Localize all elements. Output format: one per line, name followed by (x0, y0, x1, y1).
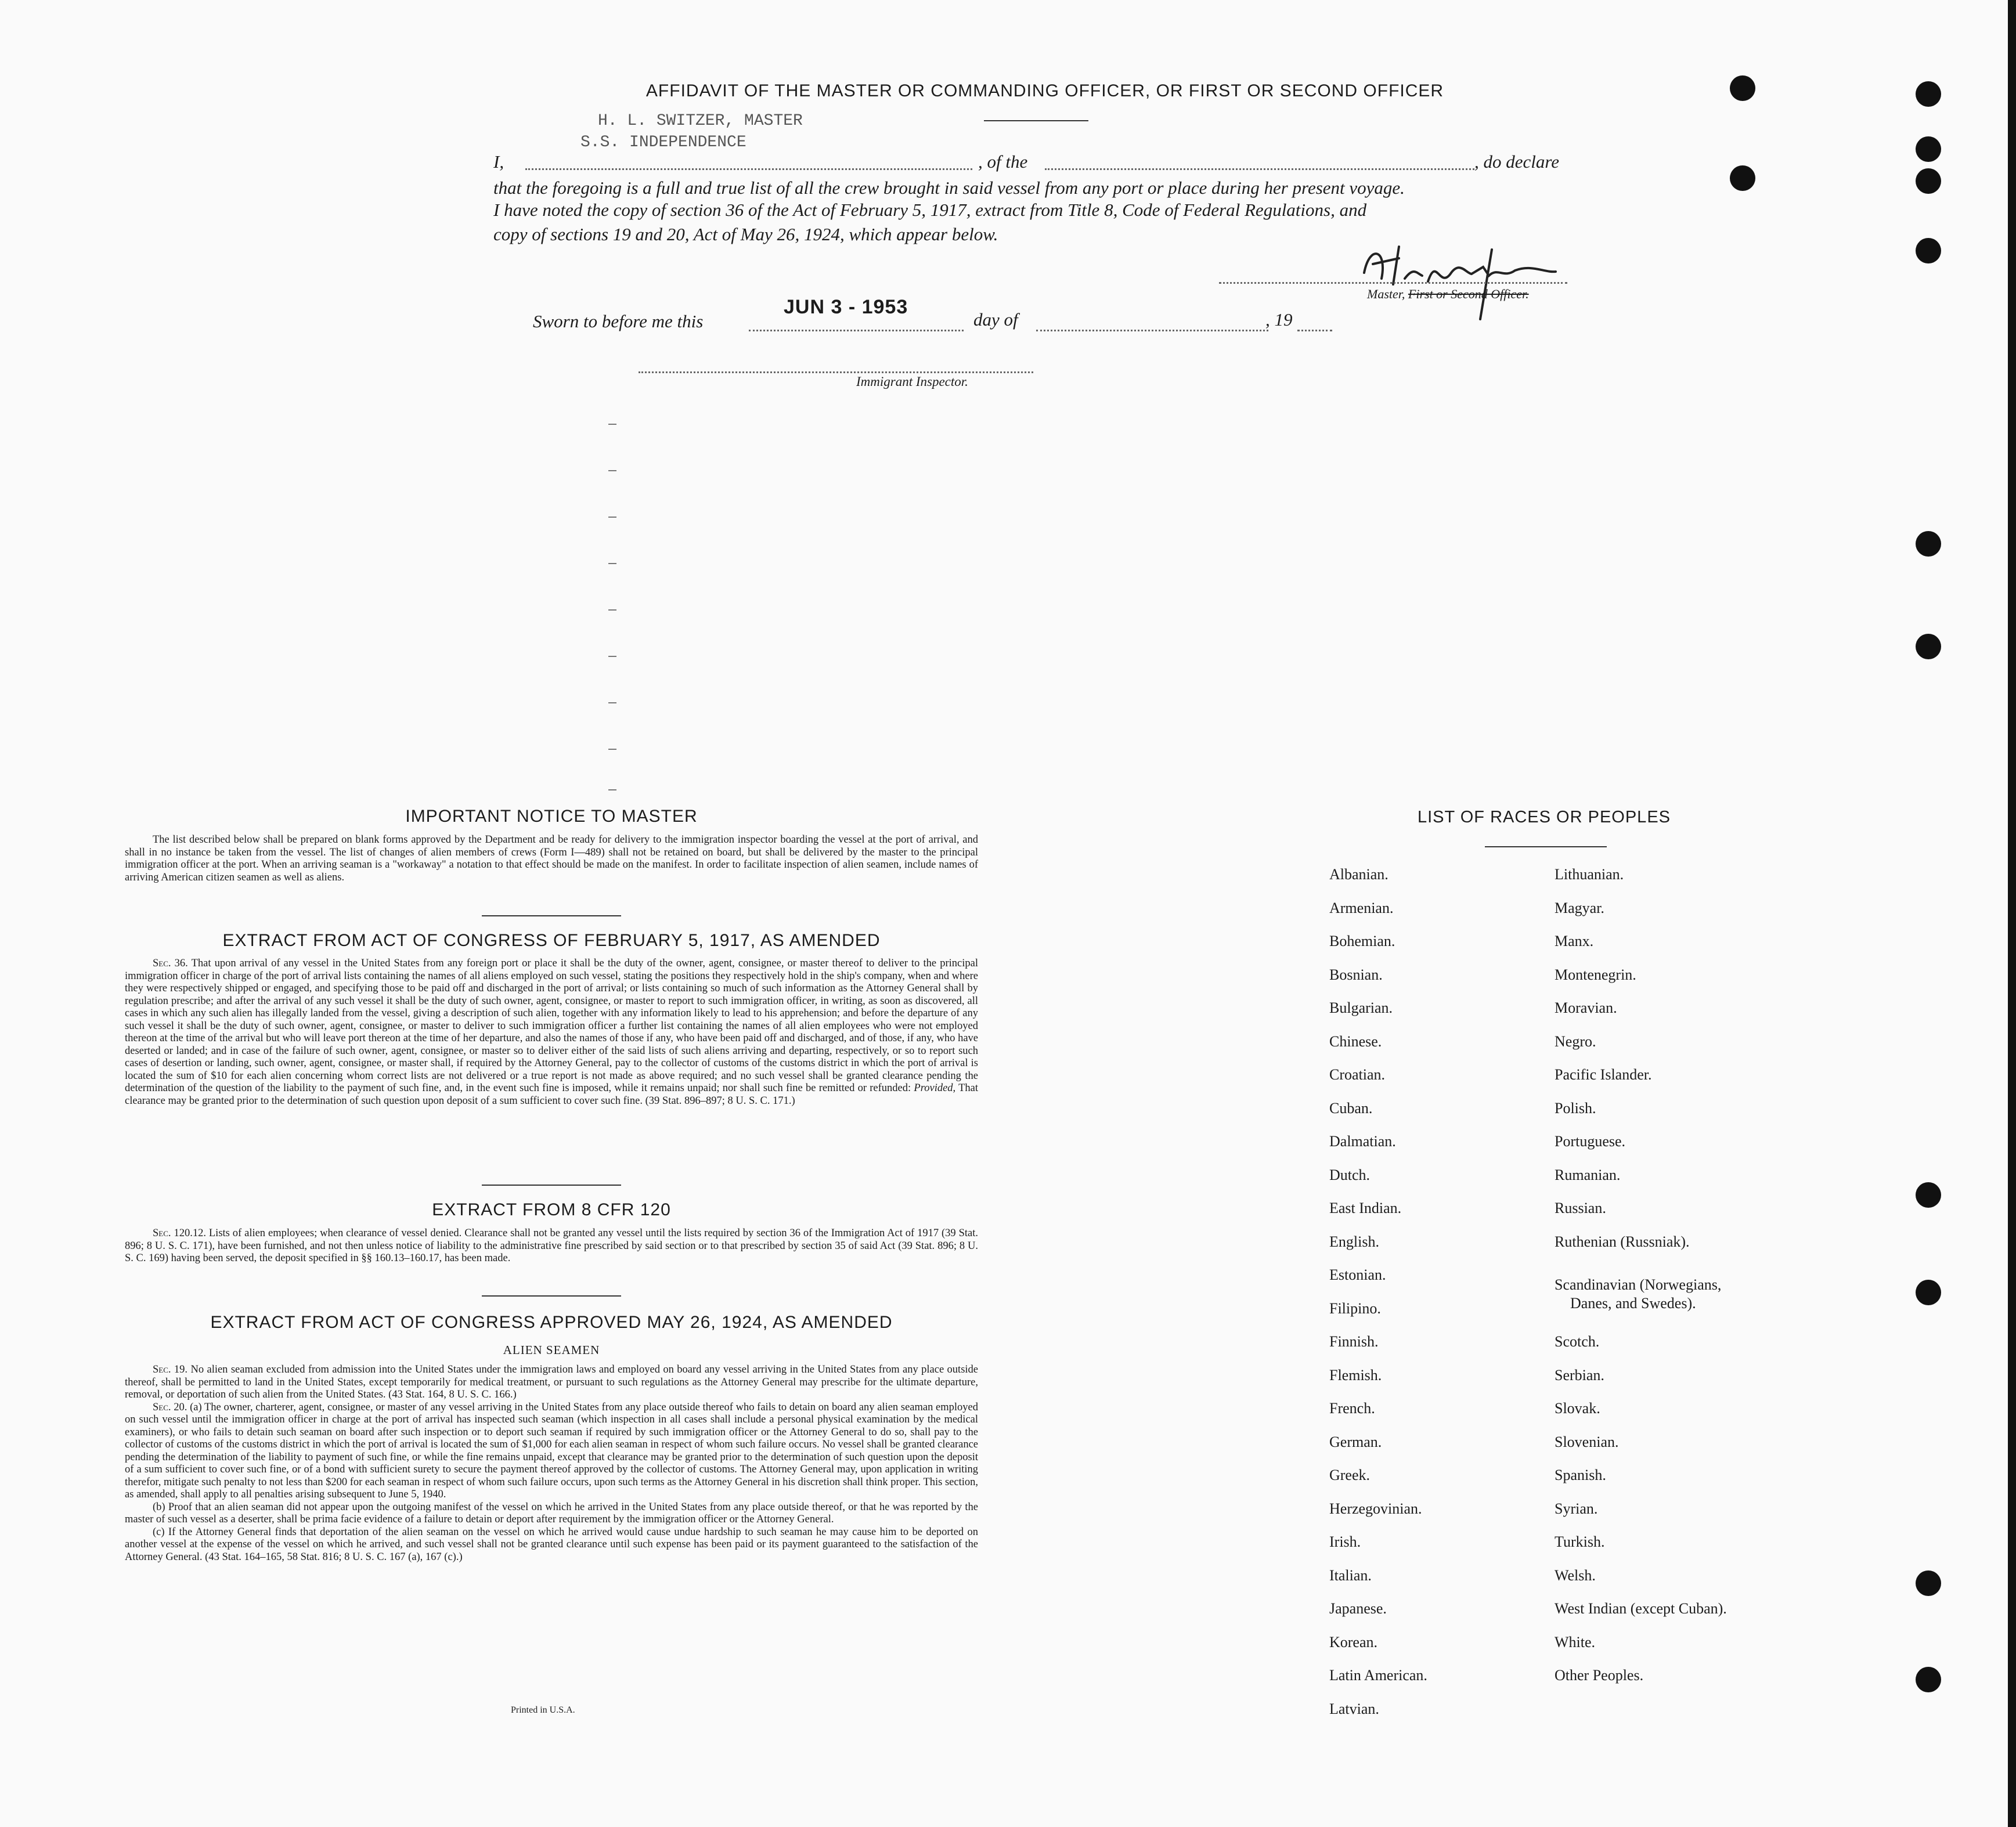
section-120-label: Sec. 120.12. (153, 1227, 206, 1239)
punch-hole (1916, 1280, 1941, 1305)
race-item: Dalmatian. (1329, 1133, 1396, 1150)
race-item: Herzegovinian. (1329, 1500, 1422, 1517)
race-item: German. (1329, 1433, 1382, 1450)
date-dotted-line (749, 330, 964, 331)
race-item: Lithuanian. (1555, 866, 1624, 883)
race-item: Albanian. (1329, 866, 1389, 883)
sworn-prefix: Sworn to before me this (533, 311, 704, 331)
margin-tick (608, 749, 616, 750)
punch-hole (1730, 165, 1755, 191)
race-item: Scandinavian (Norwegians, (1555, 1276, 1722, 1294)
races-title-rule (1485, 846, 1607, 847)
sworn-year: , 19 (1265, 309, 1293, 330)
race-item: Syrian. (1555, 1500, 1598, 1517)
officer-label-struck: First or Second Officer. (1408, 287, 1529, 301)
month-dotted-line (1036, 330, 1268, 331)
vessel-dotted-line (1045, 168, 1474, 170)
section-20-paragraph (125, 1402, 978, 1501)
race-item: White. (1555, 1633, 1596, 1651)
race-item: West Indian (except Cuban). (1555, 1600, 1727, 1617)
extract-1924-text (125, 1364, 978, 1564)
margin-tick (608, 563, 616, 564)
race-item: Bosnian. (1329, 966, 1383, 983)
race-item: Slovak. (1555, 1400, 1600, 1417)
notice-paragraph: The list described below shall be prepared on blank forms approved by the Department and be ready for delivery to the immigration inspector boarding the vessel at the port of arrival, and shall in no instance be taken from the vessel. The list of changes of alien members of crews (Form I—489) shall not be retained on board, but shall be delivered by the master to the principal immigration officer at the port. When an arriving seaman is a "workaway" a notation to that effect should be made on the manifest. In order to facilitate inspection of alien seamen, include names of arriving American citizen seamen as well as aliens. (125, 834, 978, 883)
section-rule (482, 1295, 621, 1297)
punch-hole (1916, 1570, 1941, 1596)
declaration-line-2: that the foregoing is a full and true list of all the crew brought in said vessel from any port or place during her present voyage. (493, 178, 1405, 198)
race-item: Estonian. (1329, 1266, 1386, 1283)
extract-1917-title: EXTRACT FROM ACT OF CONGRESS OF FEBRUARY 5, 1917, AS AMENDED (222, 931, 881, 950)
extract-1917-text (125, 958, 978, 1107)
punch-hole (1916, 1667, 1941, 1692)
race-item: Negro. (1555, 1032, 1596, 1050)
race-item: Serbian. (1555, 1366, 1604, 1384)
title-rule (984, 120, 1088, 121)
section-36-text: That upon arrival of any vessel in the United States from any foreign port or place it shall be the duty of the owner, agent, consignee, or master thereof to deliver to the principal immigration officer in charge of the port of arrival lists containing the names of all aliens employed on such vessel, stating the positions they respectively hold in the ship's company, when and where they were respectively shipped or engaged, and specifying those to be paid off and discharged in the port of arrival; or lists containing so much of such information as the Attorney General shall by regulation prescribe; and after the arrival of any such vessel it shall be the duty of such owner, agent, consignee, or master to report to such immigration officer, in writing, as soon as discovered, all cases in which any such alien has illegally landed from the vessel, giving a description of such alien, together with any information likely to lead to his apprehension; and before the departure of any such vessel it shall be the duty of such owner, agent, consignee, or master to deliver to such immigration officer a further list containing the names of all alien employees who were not employed thereon at the time of the arrival but who will leave port thereon at the time of her departure, and also the names of those if any, who have been paid off and discharged, and of those, if any, who have deserted or landed; and in case of the failure of such owner, agent, consignee, or master so to deliver either of the said lists of such aliens arriving and departing, respectively, or so to report such cases of desertion or landing, such owner, agent, consignee, or master shall, if required by the Attorney General, pay to the collector of customs of the customs district in which the port of arrival is located the sum of $10 for each alien concerning whom correct lists are not delivered or a true report is not made as above required; and no such vessel shall be granted clearance pending the determination of the question of the liability to the payment of such fine, and, in the event such fine is imposed, while it remains unpaid; nor shall such fine be remitted or refunded: (125, 958, 979, 1094)
declaration-line-4: copy of sections 19 and 20, Act of May 26, 1924, which appear below. (493, 224, 998, 244)
race-item: Greek. (1329, 1467, 1371, 1483)
race-item: Other Peoples. (1555, 1667, 1644, 1684)
race-item: Latin American. (1329, 1667, 1427, 1684)
race-item: Danes, and Swedes). (1570, 1294, 1696, 1312)
extract-cfr-title: EXTRACT FROM 8 CFR 120 (432, 1200, 671, 1219)
printed-in-usa: Printed in U.S.A. (511, 1705, 575, 1715)
race-item: Scotch. (1555, 1333, 1600, 1350)
provided-word: Provided, (914, 1082, 956, 1094)
punch-hole (1916, 136, 1941, 162)
extract-cfr-text (125, 1227, 978, 1265)
margin-tick (608, 609, 616, 611)
race-item: French. (1329, 1400, 1375, 1417)
section-36-label: Sec. 36. (153, 958, 188, 969)
section-19-label: Sec. 19. (153, 1364, 188, 1375)
race-item: Italian. (1329, 1566, 1372, 1584)
punch-hole (1916, 634, 1941, 659)
punch-hole (1916, 238, 1941, 263)
race-item: Cuban. (1329, 1099, 1373, 1117)
section-20-text: (a) The owner, charterer, agent, consignee, or master of any vessel arriving in the United States from any place outside thereof who fails to detain on board any alien seaman employed on such vessel until the immigration officer in charge at the port of arrival has inspected such seaman (which inspection in all cases shall include a personal physical examination by the medical examiners), or who fails to detain such seaman on board after such inspection or to deport such seaman if required by such immigration officer or the Attorney General to do so, shall pay to the collector of customs of the customs district in which the port of arrival is located the sum of $1,000 for each alien seaman in respect of whom such failure occurs. No vessel shall be granted clearance pending the determination of the liability to payment of such fine, or while the fine remains unpaid, except that clearance may be granted prior to the determination of such question upon the deposit of a sum sufficient to cover such fine, or of a bond with sufficient surety to secure the payment thereof approved by the collector of customs. The Attorney General may, upon application in writing therefor, mitigate such penalty to not less than $200 for each seaman in respect of whom such failure occurs, upon such terms as the Attorney General in his discretion shall think proper. This section, as amended, shall apply to all penalties arising subsequent to June 5, 1940. (125, 1401, 979, 1500)
race-item: Bulgarian. (1329, 999, 1393, 1016)
extract-1924-title: EXTRACT FROM ACT OF CONGRESS APPROVED MAY 26, 1924, AS AMENDED (210, 1313, 893, 1332)
section-rule (482, 1185, 621, 1186)
margin-tick (608, 656, 616, 657)
race-item: Polish. (1555, 1099, 1596, 1117)
race-item: Portuguese. (1555, 1133, 1626, 1150)
race-item: Russian. (1555, 1200, 1606, 1216)
margin-tick (608, 517, 616, 518)
signature-image (1358, 232, 1567, 325)
race-item: Dutch. (1329, 1166, 1371, 1183)
section-rule (482, 915, 621, 916)
race-item: Irish. (1329, 1533, 1361, 1550)
race-item: Armenian. (1329, 899, 1394, 916)
signature-dotted-line (1219, 282, 1567, 284)
race-item: Rumanian. (1555, 1166, 1621, 1183)
officer-label (1367, 287, 1529, 302)
section-120-paragraph (125, 1227, 978, 1265)
declaration-line-1 (493, 149, 1579, 175)
section-120-text: Lists of alien employees; when clearance of vessel denied. Clearance shall not be granted any vessel until the lists required by section 36 of the Immigration Act of 1917 (39 Stat. 896; 8 U. S. C. 171), have been furnished, and not then unless notice of liability to the administrative fine prescribed by said section or to that prescribed by section 35 of said Act (39 Stat. 896; 8 U. S. C. 169) having been served, the deposit specified in §§ 160.13–160.17, has been made. (125, 1227, 978, 1264)
date-stamp: JUN 3 - 1953 (784, 296, 908, 318)
margin-tick (608, 470, 616, 471)
race-item: Ruthenian (Russniak). (1555, 1233, 1690, 1250)
section-20-c-paragraph: (c) If the Attorney General finds that deportation of the alien seaman on the vessel on which he arrived would cause undue hardship to such seaman he may cause him to be deported on another vessel at the expense of the vessel on which he arrived, and such vessel shall not be granted clearance until such expense has been paid or its payment guaranteed to the satisfaction of the Attorney General. (43 Stat. 164–165, 58 Stat. 816; 8 U. S. C. 167 (a), 167 (c).) (125, 1526, 978, 1563)
race-item: East Indian. (1329, 1200, 1402, 1216)
section-20-label: Sec. 20. (153, 1401, 187, 1413)
race-item: Slovenian. (1555, 1433, 1619, 1450)
typed-name: H. L. SWITZER, MASTER (598, 112, 803, 130)
race-item: Magyar. (1555, 899, 1604, 916)
year-dotted-line (1297, 330, 1332, 331)
race-item: Moravian. (1555, 999, 1617, 1016)
race-item: Chinese. (1329, 1032, 1382, 1050)
race-item: Japanese. (1329, 1600, 1387, 1617)
race-item: Croatian. (1329, 1066, 1386, 1083)
alien-seamen-subtitle: ALIEN SEAMEN (503, 1343, 600, 1357)
section-36-tail: That clearance may be granted prior to the determination of such question upon deposit of a sum sufficient to cover such fine. (39 Stat. 896–897; 8 U. S. C. 171.) (125, 1082, 979, 1107)
race-item: Korean. (1329, 1633, 1378, 1651)
notice-title: IMPORTANT NOTICE TO MASTER (405, 807, 698, 826)
name-dotted-line (525, 168, 972, 170)
race-item: English. (1329, 1233, 1379, 1250)
declaration-of-the: , of the (978, 151, 1028, 172)
race-item: Filipino. (1329, 1299, 1381, 1317)
declaration-do-declare: , do declare (1474, 151, 1560, 172)
punch-hole (1916, 1182, 1941, 1208)
race-item: Turkish. (1555, 1533, 1605, 1550)
declaration-line-3: I have noted the copy of section 36 of the Act of February 5, 1917, extract from Title 8, Code of Federal Regulations, and (493, 200, 1367, 220)
sworn-day-of: day of (973, 309, 1018, 330)
race-item: Spanish. (1555, 1467, 1606, 1483)
margin-tick (608, 702, 616, 703)
race-item: Manx. (1555, 933, 1594, 949)
punch-hole (1916, 168, 1941, 194)
section-19-paragraph (125, 1364, 978, 1402)
race-item: Finnish. (1329, 1333, 1379, 1350)
race-item: Latvian. (1329, 1700, 1379, 1717)
punch-hole (1730, 75, 1755, 101)
race-item: Welsh. (1555, 1566, 1596, 1584)
margin-tick (608, 424, 616, 425)
affidavit-title: AFFIDAVIT OF THE MASTER OR COMMANDING OFFICER, OR FIRST OR SECOND OFFICER (645, 81, 1444, 100)
officer-label-master: Master, (1367, 287, 1405, 301)
race-item: Flemish. (1329, 1366, 1382, 1384)
section-36-paragraph (125, 958, 978, 1107)
inspector-dotted-line (639, 371, 1033, 373)
section-19-text: No alien seaman excluded from admission into the United States under the immigration laws and employed on board any vessel arriving in the United States from any place outside thereof, shall be permitted to land in the United States, except temporarily for medical treatment, or pursuant to such regulations as the Attorney General may prescribe for the ultimate departure, removal, or deportation of such alien from the United States. (43 Stat. 164, 8 U. S. C. 166.) (125, 1364, 978, 1400)
typed-vessel: S.S. INDEPENDENCE (580, 133, 746, 151)
declaration-i: I, (493, 151, 504, 172)
punch-hole (1916, 81, 1941, 107)
inspector-label: Immigrant Inspector. (856, 374, 968, 389)
race-item: Bohemian. (1329, 933, 1395, 949)
race-item: Pacific Islander. (1555, 1066, 1652, 1083)
margin-tick (608, 789, 616, 790)
races-title: LIST OF RACES OR PEOPLES (1417, 808, 1671, 826)
notice-text (125, 834, 978, 884)
section-20-b-paragraph: (b) Proof that an alien seaman did not appear upon the outgoing manifest of the vessel on which he arrived in the United States from any place outside thereof, or that he was reported by the master of such vessel as a deserter, shall be prima facie evidence of a failure to detain or deport after requirement by the immigration officer or the Attorney General. (125, 1501, 978, 1525)
race-item: Montenegrin. (1555, 966, 1636, 983)
punch-hole (1916, 531, 1941, 557)
